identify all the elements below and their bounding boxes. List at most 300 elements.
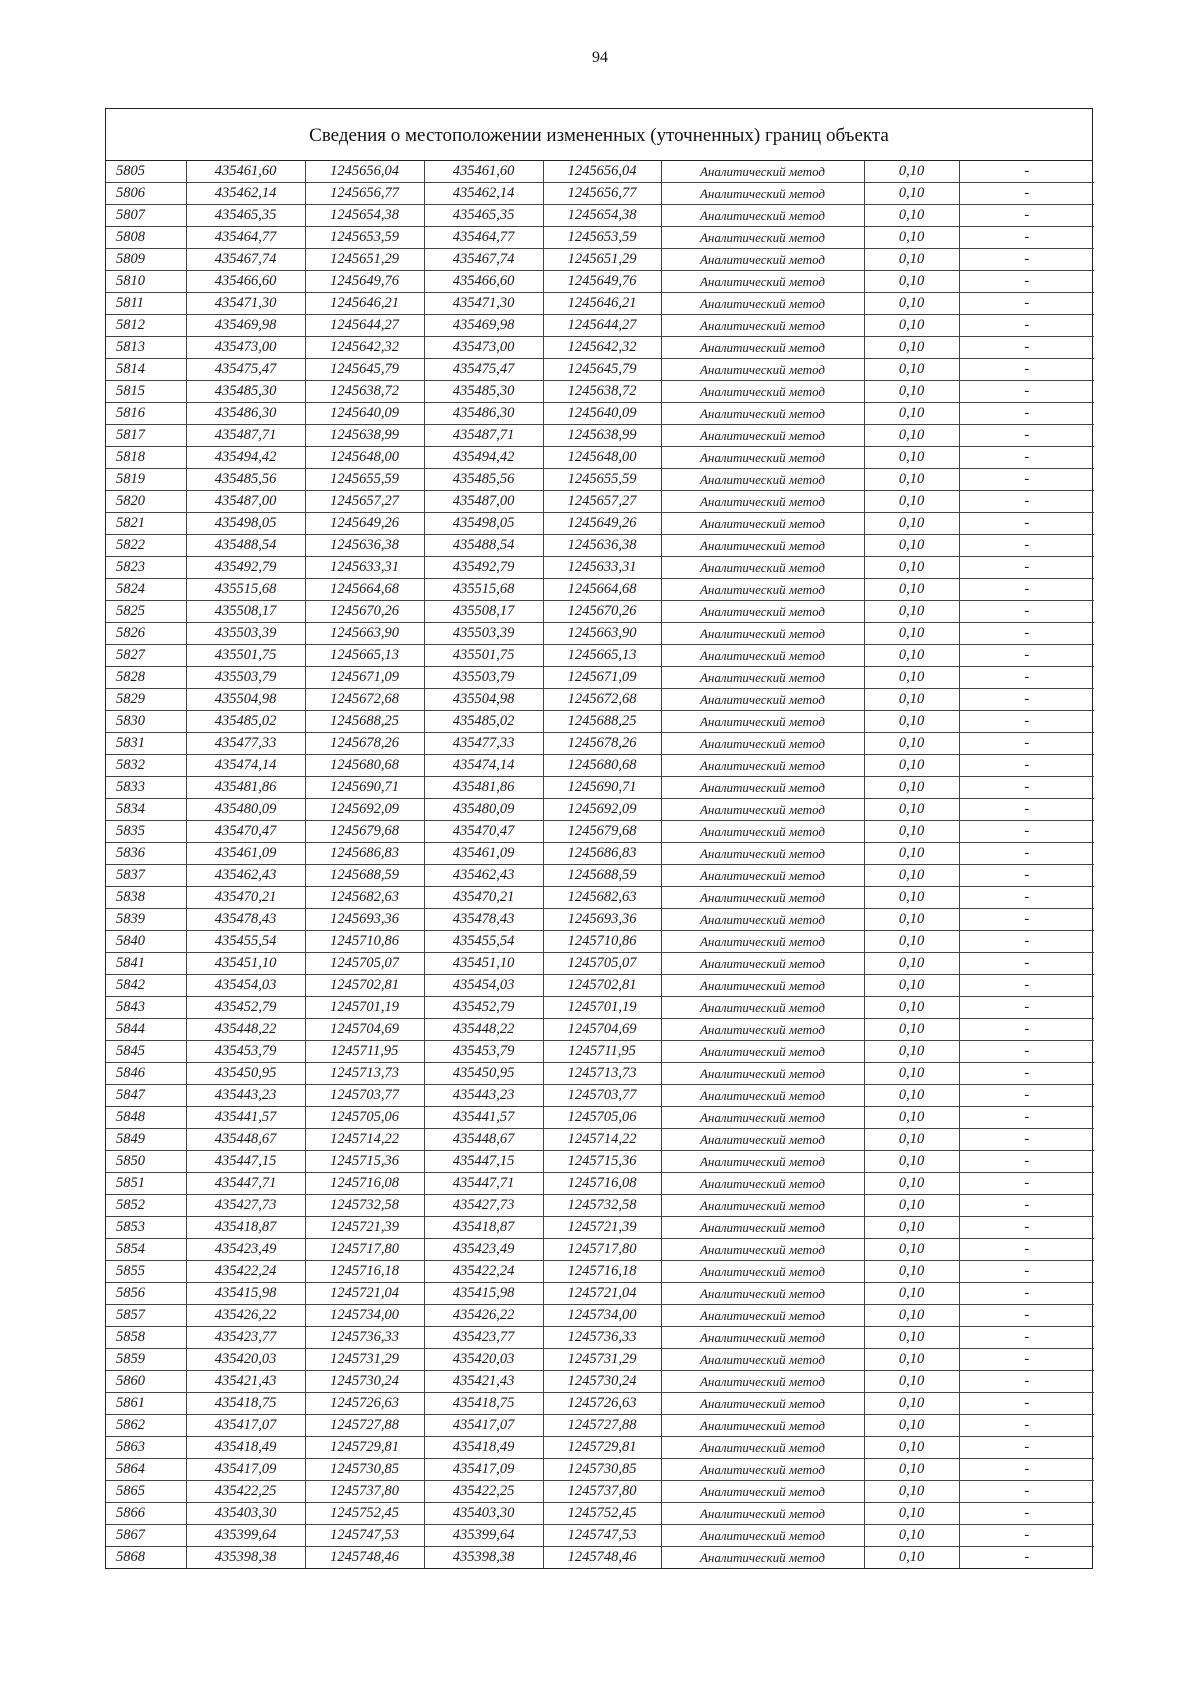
x-new-cell: 435515,68 [424,579,543,601]
y-existing-cell: 1245663,90 [305,623,424,645]
point-number-cell: 5852 [106,1195,186,1217]
x-existing-cell: 435487,71 [186,425,305,447]
description-cell: - [959,667,1094,689]
description-cell: - [959,1525,1094,1547]
x-existing-cell: 435418,75 [186,1393,305,1415]
x-existing-cell: 435485,56 [186,469,305,491]
description-cell: - [959,227,1094,249]
table-row [106,1349,1094,1371]
y-existing-cell: 1245640,09 [305,403,424,425]
y-existing-cell: 1245726,63 [305,1393,424,1415]
y-existing-cell: 1245711,95 [305,1041,424,1063]
accuracy-cell: 0,10 [864,887,959,909]
y-existing-cell: 1245736,33 [305,1327,424,1349]
x-new-cell: 435443,23 [424,1085,543,1107]
point-number-cell: 5834 [106,799,186,821]
x-new-cell: 435470,21 [424,887,543,909]
accuracy-cell: 0,10 [864,623,959,645]
method-cell: Аналитический метод [661,1283,864,1305]
point-number-cell: 5865 [106,1481,186,1503]
accuracy-cell: 0,10 [864,1547,959,1569]
accuracy-cell: 0,10 [864,293,959,315]
accuracy-cell: 0,10 [864,1107,959,1129]
x-new-cell: 435503,39 [424,623,543,645]
accuracy-cell: 0,10 [864,491,959,513]
y-new-cell: 1245688,25 [543,711,661,733]
table-row [106,645,1094,667]
point-number-cell: 5816 [106,403,186,425]
y-new-cell: 1245717,80 [543,1239,661,1261]
point-number-cell: 5856 [106,1283,186,1305]
accuracy-cell: 0,10 [864,909,959,931]
method-cell: Аналитический метод [661,403,864,425]
x-existing-cell: 435462,14 [186,183,305,205]
x-new-cell: 435426,22 [424,1305,543,1327]
x-new-cell: 435418,49 [424,1437,543,1459]
description-cell: - [959,1239,1094,1261]
x-existing-cell: 435477,33 [186,733,305,755]
description-cell: - [959,1195,1094,1217]
accuracy-cell: 0,10 [864,1525,959,1547]
y-new-cell: 1245671,09 [543,667,661,689]
y-new-cell: 1245682,63 [543,887,661,909]
table-row [106,733,1094,755]
point-number-cell: 5823 [106,557,186,579]
point-number-cell: 5847 [106,1085,186,1107]
accuracy-cell: 0,10 [864,1085,959,1107]
point-number-cell: 5820 [106,491,186,513]
x-new-cell: 435508,17 [424,601,543,623]
point-number-cell: 5854 [106,1239,186,1261]
point-number-cell: 5844 [106,1019,186,1041]
y-existing-cell: 1245752,45 [305,1503,424,1525]
y-existing-cell: 1245690,71 [305,777,424,799]
method-cell: Аналитический метод [661,513,864,535]
table-row [106,403,1094,425]
method-cell: Аналитический метод [661,601,864,623]
y-existing-cell: 1245693,36 [305,909,424,931]
accuracy-cell: 0,10 [864,997,959,1019]
table-row [106,249,1094,271]
x-existing-cell: 435417,09 [186,1459,305,1481]
accuracy-cell: 0,10 [864,425,959,447]
x-new-cell: 435481,86 [424,777,543,799]
point-number-cell: 5840 [106,931,186,953]
point-number-cell: 5866 [106,1503,186,1525]
description-cell: - [959,425,1094,447]
method-cell: Аналитический метод [661,1459,864,1481]
x-existing-cell: 435471,30 [186,293,305,315]
x-new-cell: 435447,71 [424,1173,543,1195]
description-cell: - [959,1503,1094,1525]
table-row [106,1371,1094,1393]
method-cell: Аналитический метод [661,183,864,205]
x-existing-cell: 435417,07 [186,1415,305,1437]
accuracy-cell: 0,10 [864,227,959,249]
y-new-cell: 1245680,68 [543,755,661,777]
point-number-cell: 5830 [106,711,186,733]
table-row [106,469,1094,491]
description-cell: - [959,161,1094,183]
point-number-cell: 5824 [106,579,186,601]
method-cell: Аналитический метод [661,909,864,931]
method-cell: Аналитический метод [661,557,864,579]
x-new-cell: 435464,77 [424,227,543,249]
y-new-cell: 1245646,21 [543,293,661,315]
description-cell: - [959,1393,1094,1415]
table-row [106,381,1094,403]
method-cell: Аналитический метод [661,425,864,447]
x-new-cell: 435447,15 [424,1151,543,1173]
description-cell: - [959,777,1094,799]
method-cell: Аналитический метод [661,1261,864,1283]
point-number-cell: 5805 [106,161,186,183]
y-new-cell: 1245690,71 [543,777,661,799]
point-number-cell: 5851 [106,1173,186,1195]
y-new-cell: 1245678,26 [543,733,661,755]
x-new-cell: 435504,98 [424,689,543,711]
y-new-cell: 1245748,46 [543,1547,661,1569]
description-cell: - [959,469,1094,491]
table-title: Сведения о местоположении измененных (уточненных) границ объекта [106,109,1092,161]
method-cell: Аналитический метод [661,975,864,997]
accuracy-cell: 0,10 [864,513,959,535]
accuracy-cell: 0,10 [864,799,959,821]
accuracy-cell: 0,10 [864,953,959,975]
method-cell: Аналитический метод [661,1085,864,1107]
y-new-cell: 1245705,06 [543,1107,661,1129]
table-row [106,1085,1094,1107]
y-new-cell: 1245736,33 [543,1327,661,1349]
accuracy-cell: 0,10 [864,1349,959,1371]
accuracy-cell: 0,10 [864,1173,959,1195]
description-cell: - [959,205,1094,227]
y-existing-cell: 1245713,73 [305,1063,424,1085]
y-new-cell: 1245721,04 [543,1283,661,1305]
y-existing-cell: 1245656,77 [305,183,424,205]
y-existing-cell: 1245670,26 [305,601,424,623]
method-cell: Аналитический метод [661,755,864,777]
x-existing-cell: 435422,24 [186,1261,305,1283]
point-number-cell: 5806 [106,183,186,205]
x-existing-cell: 435474,14 [186,755,305,777]
description-cell: - [959,1151,1094,1173]
accuracy-cell: 0,10 [864,733,959,755]
point-number-cell: 5863 [106,1437,186,1459]
table-row [106,1063,1094,1085]
description-cell: - [959,271,1094,293]
y-new-cell: 1245663,90 [543,623,661,645]
y-existing-cell: 1245716,08 [305,1173,424,1195]
table-row [106,711,1094,733]
accuracy-cell: 0,10 [864,931,959,953]
method-cell: Аналитический метод [661,1239,864,1261]
method-cell: Аналитический метод [661,865,864,887]
accuracy-cell: 0,10 [864,535,959,557]
description-cell: - [959,931,1094,953]
method-cell: Аналитический метод [661,1349,864,1371]
description-cell: - [959,755,1094,777]
method-cell: Аналитический метод [661,1415,864,1437]
y-existing-cell: 1245665,13 [305,645,424,667]
table-row [106,1459,1094,1481]
description-cell: - [959,821,1094,843]
table-row [106,821,1094,843]
x-existing-cell: 435420,03 [186,1349,305,1371]
y-existing-cell: 1245748,46 [305,1547,424,1569]
table-row [106,667,1094,689]
method-cell: Аналитический метод [661,491,864,513]
description-cell: - [959,1261,1094,1283]
x-new-cell: 435501,75 [424,645,543,667]
y-new-cell: 1245649,76 [543,271,661,293]
description-cell: - [959,645,1094,667]
point-number-cell: 5857 [106,1305,186,1327]
description-cell: - [959,1217,1094,1239]
y-existing-cell: 1245705,06 [305,1107,424,1129]
method-cell: Аналитический метод [661,359,864,381]
description-cell: - [959,733,1094,755]
x-existing-cell: 435467,74 [186,249,305,271]
method-cell: Аналитический метод [661,1041,864,1063]
x-new-cell: 435398,38 [424,1547,543,1569]
table-row [106,183,1094,205]
table-row [106,1481,1094,1503]
table-row [106,975,1094,997]
point-number-cell: 5828 [106,667,186,689]
table-row [106,1129,1094,1151]
x-new-cell: 435485,56 [424,469,543,491]
table-row [106,1239,1094,1261]
method-cell: Аналитический метод [661,1503,864,1525]
y-new-cell: 1245726,63 [543,1393,661,1415]
accuracy-cell: 0,10 [864,1481,959,1503]
x-new-cell: 435467,74 [424,249,543,271]
y-new-cell: 1245693,36 [543,909,661,931]
description-cell: - [959,689,1094,711]
y-existing-cell: 1245732,58 [305,1195,424,1217]
table-row [106,557,1094,579]
table-row [106,425,1094,447]
x-new-cell: 435448,22 [424,1019,543,1041]
description-cell: - [959,887,1094,909]
y-new-cell: 1245730,85 [543,1459,661,1481]
table-row [106,1261,1094,1283]
accuracy-cell: 0,10 [864,1393,959,1415]
accuracy-cell: 0,10 [864,205,959,227]
y-new-cell: 1245713,73 [543,1063,661,1085]
x-existing-cell: 435418,87 [186,1217,305,1239]
y-existing-cell: 1245664,68 [305,579,424,601]
y-existing-cell: 1245679,68 [305,821,424,843]
x-existing-cell: 435494,42 [186,447,305,469]
point-number-cell: 5855 [106,1261,186,1283]
y-new-cell: 1245729,81 [543,1437,661,1459]
x-new-cell: 435486,30 [424,403,543,425]
method-cell: Аналитический метод [661,997,864,1019]
y-new-cell: 1245731,29 [543,1349,661,1371]
table-row [106,513,1094,535]
description-cell: - [959,711,1094,733]
point-number-cell: 5818 [106,447,186,469]
x-existing-cell: 435461,60 [186,161,305,183]
table-row [106,315,1094,337]
x-existing-cell: 435441,57 [186,1107,305,1129]
point-number-cell: 5864 [106,1459,186,1481]
point-number-cell: 5841 [106,953,186,975]
x-existing-cell: 435488,54 [186,535,305,557]
accuracy-cell: 0,10 [864,821,959,843]
x-new-cell: 435417,09 [424,1459,543,1481]
y-new-cell: 1245633,31 [543,557,661,579]
y-new-cell: 1245715,36 [543,1151,661,1173]
y-existing-cell: 1245703,77 [305,1085,424,1107]
point-number-cell: 5815 [106,381,186,403]
method-cell: Аналитический метод [661,1327,864,1349]
y-existing-cell: 1245682,63 [305,887,424,909]
point-number-cell: 5848 [106,1107,186,1129]
x-new-cell: 435421,43 [424,1371,543,1393]
method-cell: Аналитический метод [661,711,864,733]
x-new-cell: 435485,30 [424,381,543,403]
y-new-cell: 1245638,72 [543,381,661,403]
description-cell: - [959,601,1094,623]
method-cell: Аналитический метод [661,1371,864,1393]
table-row [106,1041,1094,1063]
y-new-cell: 1245686,83 [543,843,661,865]
y-existing-cell: 1245649,26 [305,513,424,535]
accuracy-cell: 0,10 [864,1459,959,1481]
method-cell: Аналитический метод [661,931,864,953]
y-existing-cell: 1245717,80 [305,1239,424,1261]
x-new-cell: 435448,67 [424,1129,543,1151]
x-new-cell: 435452,79 [424,997,543,1019]
x-new-cell: 435503,79 [424,667,543,689]
description-cell: - [959,183,1094,205]
method-cell: Аналитический метод [661,667,864,689]
x-existing-cell: 435481,86 [186,777,305,799]
x-existing-cell: 435485,02 [186,711,305,733]
x-new-cell: 435473,00 [424,337,543,359]
x-new-cell: 435469,98 [424,315,543,337]
accuracy-cell: 0,10 [864,1063,959,1085]
y-new-cell: 1245710,86 [543,931,661,953]
y-existing-cell: 1245657,27 [305,491,424,513]
table-row [106,623,1094,645]
method-cell: Аналитический метод [661,777,864,799]
accuracy-cell: 0,10 [864,1195,959,1217]
x-new-cell: 435422,24 [424,1261,543,1283]
y-new-cell: 1245657,27 [543,491,661,513]
x-existing-cell: 435480,09 [186,799,305,821]
table-row [106,1393,1094,1415]
point-number-cell: 5809 [106,249,186,271]
y-existing-cell: 1245636,38 [305,535,424,557]
description-cell: - [959,293,1094,315]
y-new-cell: 1245645,79 [543,359,661,381]
y-new-cell: 1245656,77 [543,183,661,205]
y-existing-cell: 1245633,31 [305,557,424,579]
table-row [106,491,1094,513]
accuracy-cell: 0,10 [864,1503,959,1525]
x-new-cell: 435415,98 [424,1283,543,1305]
accuracy-cell: 0,10 [864,161,959,183]
y-existing-cell: 1245656,04 [305,161,424,183]
point-number-cell: 5835 [106,821,186,843]
point-number-cell: 5836 [106,843,186,865]
description-cell: - [959,997,1094,1019]
table-row [106,777,1094,799]
point-number-cell: 5811 [106,293,186,315]
x-existing-cell: 435423,77 [186,1327,305,1349]
accuracy-cell: 0,10 [864,183,959,205]
y-existing-cell: 1245729,81 [305,1437,424,1459]
x-new-cell: 435475,47 [424,359,543,381]
y-new-cell: 1245732,58 [543,1195,661,1217]
x-new-cell: 435399,64 [424,1525,543,1547]
x-new-cell: 435470,47 [424,821,543,843]
y-new-cell: 1245752,45 [543,1503,661,1525]
point-number-cell: 5826 [106,623,186,645]
accuracy-cell: 0,10 [864,1239,959,1261]
y-existing-cell: 1245688,59 [305,865,424,887]
description-cell: - [959,1437,1094,1459]
accuracy-cell: 0,10 [864,271,959,293]
description-cell: - [959,1129,1094,1151]
point-number-cell: 5827 [106,645,186,667]
x-existing-cell: 435399,64 [186,1525,305,1547]
y-existing-cell: 1245737,80 [305,1481,424,1503]
description-cell: - [959,579,1094,601]
y-new-cell: 1245642,32 [543,337,661,359]
method-cell: Аналитический метод [661,579,864,601]
y-new-cell: 1245701,19 [543,997,661,1019]
method-cell: Аналитический метод [661,1525,864,1547]
accuracy-cell: 0,10 [864,1283,959,1305]
y-existing-cell: 1245678,26 [305,733,424,755]
y-existing-cell: 1245721,04 [305,1283,424,1305]
accuracy-cell: 0,10 [864,755,959,777]
x-new-cell: 435471,30 [424,293,543,315]
table-row [106,601,1094,623]
point-number-cell: 5833 [106,777,186,799]
point-number-cell: 5807 [106,205,186,227]
description-cell: - [959,1305,1094,1327]
accuracy-cell: 0,10 [864,579,959,601]
table-row [106,1283,1094,1305]
x-existing-cell: 435453,79 [186,1041,305,1063]
y-new-cell: 1245714,22 [543,1129,661,1151]
point-number-cell: 5812 [106,315,186,337]
x-new-cell: 435487,00 [424,491,543,513]
point-number-cell: 5853 [106,1217,186,1239]
x-existing-cell: 435465,35 [186,205,305,227]
x-new-cell: 435423,49 [424,1239,543,1261]
method-cell: Аналитический метод [661,623,864,645]
x-existing-cell: 435485,30 [186,381,305,403]
point-number-cell: 5808 [106,227,186,249]
point-number-cell: 5831 [106,733,186,755]
accuracy-cell: 0,10 [864,689,959,711]
accuracy-cell: 0,10 [864,315,959,337]
x-new-cell: 435488,54 [424,535,543,557]
table-row [106,1151,1094,1173]
accuracy-cell: 0,10 [864,1305,959,1327]
accuracy-cell: 0,10 [864,1415,959,1437]
point-number-cell: 5821 [106,513,186,535]
x-new-cell: 435403,30 [424,1503,543,1525]
description-cell: - [959,953,1094,975]
